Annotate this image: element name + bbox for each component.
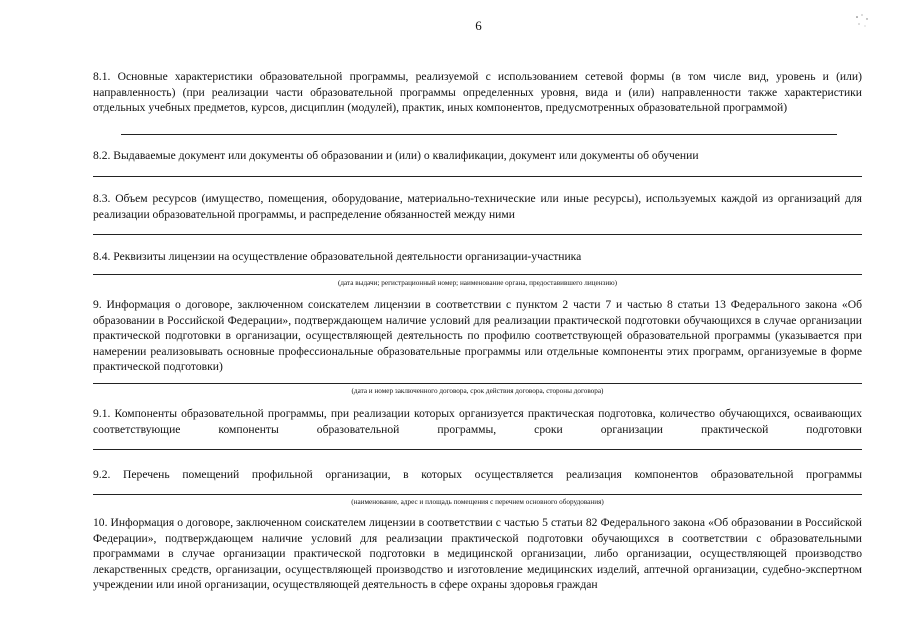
fill-line [93,176,862,177]
fill-line [93,234,862,235]
section-9-1: 9.1. Компоненты образовательной программы, при реализации которых организуется практическая подготовка, количество обучающихся, осваивающих соответствующие компоненты образовательной программы, сроки организации практической подготовки [93,407,862,436]
fill-line [93,494,862,495]
section-10: 10. Информация о договоре, заключенном соискателем лицензии в соответствии с частью 5 статьи 82 Федерального закона «Об образовании в Российской Федерации», подтверждающем наличие условий для реализации практической подготовки обучающихся в соответствии с образовательными программами в случае организации практической подготовки в медицинской организации, либо организации, осуществляющей производство лекарственных средств, организации, осуществляющей производство и изготовление медицинских изделий, аптечной организации, судебно-экспертном учреждении или иной организации, осуществляющей деятельность в сфере охраны здоровья граждан [93,516,862,592]
caption-9: (дата и номер заключенного договора, срок действия договора, стороны договора) [351,387,604,395]
page-number: 6 [475,18,482,33]
fill-line [93,449,862,450]
section-8-2: 8.2. Выдаваемые документ или документы об образовании и (или) о квалификации, документ или документы об обучении [93,149,699,162]
fill-line [121,134,837,135]
section-9-2: 9.2. Перечень помещений профильной организации, в которых осуществляется реализация компонентов образовательной программы [93,468,862,481]
section-8-3: 8.3. Объем ресурсов (имущество, помещения, оборудование, материально-технические или иные ресурсы), используемых каждой из организаций для реализации образовательной программы, и распределение обязанностей между ними [93,192,862,221]
section-8-1: 8.1. Основные характеристики образовательной программы, реализуемой с использованием сетевой формы (в том числе вид, уровень и (или) направленность) (при реализации части образовательной программы определенных уровня, вида и (или) направленности также характеристики отдельных учебных предметов, курсов, дисциплин (модулей), практик, иных компонентов, предусмотренных образовательной программой) [93,70,862,115]
caption-9-2: (наименование, адрес и площадь помещения с перечнем основного оборудования) [351,498,604,506]
section-9: 9. Информация о договоре, заключенном соискателем лицензии в соответствии с пунктом 2 части 7 и частью 8 статьи 13 Федерального закона «Об образовании в Российской Федерации», подтверждающем наличие условий для реализации практической подготовки обучающихся в случае организации практической подготовки в организации, осуществляющей деятельность по профилю соответствующей образовательной программы (указывается при намерении реализовывать основные профессиональные образовательные программы или отдельные компоненты этих программ, организуемые в форме практической подготовки) [93,298,862,374]
fill-line [93,383,862,384]
fill-line [93,274,862,275]
caption-8-4: (дата выдачи; регистрационный номер; наименование органа, предоставившего лицензию) [337,279,617,287]
section-8-4: 8.4. Реквизиты лицензии на осуществление образовательной деятельности организации-участника [93,250,582,263]
